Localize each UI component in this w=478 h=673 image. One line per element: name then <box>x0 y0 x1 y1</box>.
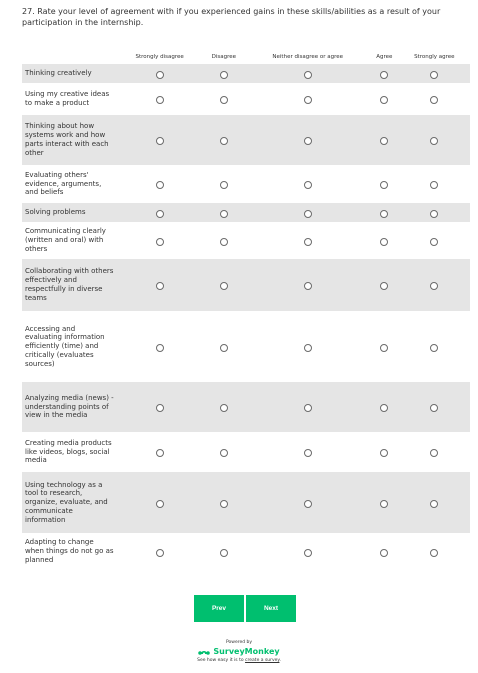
radio-cell <box>117 259 202 311</box>
radio-cell <box>399 83 470 115</box>
radio-button[interactable] <box>156 238 164 246</box>
radio-button[interactable] <box>156 404 164 412</box>
radio-cell <box>399 203 470 222</box>
row-label: Using technology as a tool to research, organize, evaluate, and communicate information <box>22 472 117 533</box>
radio-cell <box>117 203 202 222</box>
radio-cell <box>117 382 202 432</box>
radio-button[interactable] <box>304 449 312 457</box>
matrix-row <box>22 382 470 432</box>
matrix-row <box>22 311 470 382</box>
matrix-body <box>22 64 470 570</box>
radio-cell <box>245 64 370 83</box>
radio-cell <box>399 115 470 165</box>
radio-cell <box>245 203 370 222</box>
radio-button[interactable] <box>380 96 388 104</box>
radio-button[interactable] <box>304 282 312 290</box>
radio-button[interactable] <box>430 181 438 189</box>
surveymonkey-logo-icon <box>198 648 210 656</box>
matrix-row <box>22 432 470 472</box>
matrix-row <box>22 259 470 311</box>
radio-cell <box>245 533 370 570</box>
radio-cell <box>370 64 399 83</box>
radio-button[interactable] <box>380 404 388 412</box>
radio-button[interactable] <box>156 71 164 79</box>
matrix-corner <box>22 41 117 64</box>
radio-cell <box>245 472 370 533</box>
radio-button[interactable] <box>380 549 388 557</box>
radio-button[interactable] <box>430 449 438 457</box>
radio-cell <box>399 311 470 382</box>
question-title <box>22 6 470 28</box>
row-label: Communicating clearly (written and oral) with others <box>25 227 106 253</box>
question-text: Rate your level of agreement with if you experienced gains in these skills/abilities as a result of your participation in the internship. <box>22 7 441 27</box>
radio-cell <box>370 382 399 432</box>
radio-button[interactable] <box>380 137 388 145</box>
row-label: Thinking creatively <box>22 64 117 83</box>
radio-button[interactable] <box>156 96 164 104</box>
radio-button[interactable] <box>156 282 164 290</box>
radio-button[interactable] <box>156 500 164 508</box>
matrix-row <box>22 64 470 83</box>
matrix-header-row <box>22 41 470 64</box>
surveymonkey-logo[interactable] <box>0 647 478 656</box>
row-label: Evaluating others' evidence, arguments, and beliefs <box>25 170 102 197</box>
radio-cell <box>245 432 370 472</box>
radio-button[interactable] <box>156 449 164 457</box>
radio-cell <box>245 83 370 115</box>
column-header-agree: Agree <box>376 54 393 60</box>
radio-cell <box>202 311 245 382</box>
radio-cell <box>370 115 399 165</box>
radio-cell <box>245 222 370 259</box>
radio-button[interactable] <box>430 500 438 508</box>
radio-cell <box>202 382 245 432</box>
radio-cell <box>370 165 399 203</box>
radio-button[interactable] <box>430 71 438 79</box>
radio-button[interactable] <box>430 282 438 290</box>
column-header-strongly-agree: Strongly agree <box>414 54 455 60</box>
radio-cell <box>370 259 399 311</box>
powered-by-text: Powered by <box>225 640 253 645</box>
radio-button[interactable] <box>380 238 388 246</box>
row-label: Analyzing media (news) - understanding points of view in the media <box>22 382 117 432</box>
radio-button[interactable] <box>220 549 228 557</box>
row-label: Thinking about how systems work and how parts interact with each other <box>22 115 117 165</box>
radio-button[interactable] <box>380 500 388 508</box>
matrix-row <box>22 165 470 203</box>
radio-cell <box>370 222 399 259</box>
radio-cell <box>202 115 245 165</box>
radio-cell <box>117 222 202 259</box>
radio-button[interactable] <box>430 549 438 557</box>
radio-button[interactable] <box>220 404 228 412</box>
radio-button[interactable] <box>380 210 388 218</box>
radio-cell <box>245 115 370 165</box>
radio-button[interactable] <box>304 344 312 352</box>
next-button[interactable]: Next <box>246 595 296 622</box>
radio-cell <box>399 222 470 259</box>
radio-button[interactable] <box>380 181 388 189</box>
navigation <box>194 595 296 622</box>
radio-button[interactable] <box>220 282 228 290</box>
radio-cell <box>370 203 399 222</box>
radio-cell <box>245 382 370 432</box>
radio-button[interactable] <box>220 238 228 246</box>
column-header-neutral: Neither disagree or agree <box>272 54 344 60</box>
question-number: 27. <box>22 7 35 16</box>
radio-cell <box>202 533 245 570</box>
matrix-row <box>22 83 470 115</box>
rating-matrix <box>22 41 470 570</box>
radio-cell <box>399 64 470 83</box>
radio-button[interactable] <box>304 181 312 189</box>
radio-cell <box>117 115 202 165</box>
radio-cell <box>399 165 470 203</box>
footer <box>0 640 478 663</box>
radio-button[interactable] <box>220 96 228 104</box>
matrix-row <box>22 203 470 222</box>
radio-cell <box>202 222 245 259</box>
tagline-suffix: . <box>279 658 281 663</box>
radio-cell <box>202 165 245 203</box>
radio-cell <box>202 432 245 472</box>
radio-button[interactable] <box>156 210 164 218</box>
radio-button[interactable] <box>220 181 228 189</box>
radio-cell <box>399 533 470 570</box>
radio-cell <box>245 165 370 203</box>
radio-button[interactable] <box>380 71 388 79</box>
radio-button[interactable] <box>304 549 312 557</box>
tagline-prefix: See how easy it is to <box>197 658 244 663</box>
prev-button[interactable]: Prev <box>194 595 244 622</box>
radio-button[interactable] <box>304 137 312 145</box>
radio-cell <box>202 203 245 222</box>
radio-cell <box>399 432 470 472</box>
radio-button[interactable] <box>430 210 438 218</box>
radio-button[interactable] <box>430 96 438 104</box>
column-header-strongly-disagree: Strongly disagree <box>135 54 184 60</box>
radio-cell <box>117 311 202 382</box>
radio-button[interactable] <box>220 210 228 218</box>
radio-button[interactable] <box>220 344 228 352</box>
radio-button[interactable] <box>156 549 164 557</box>
radio-cell <box>117 83 202 115</box>
radio-cell <box>370 83 399 115</box>
row-label: Using my creative ideas to make a product <box>25 90 110 107</box>
radio-cell <box>399 259 470 311</box>
row-label: Collaborating with others effectively and respectfully in diverse teams <box>22 259 117 311</box>
radio-button[interactable] <box>156 181 164 189</box>
row-label: Solving problems <box>22 203 117 222</box>
radio-cell <box>370 472 399 533</box>
radio-button[interactable] <box>304 96 312 104</box>
radio-button[interactable] <box>220 71 228 79</box>
radio-button[interactable] <box>430 137 438 145</box>
radio-button[interactable] <box>304 500 312 508</box>
radio-button[interactable] <box>380 282 388 290</box>
matrix-row <box>22 533 470 570</box>
radio-button[interactable] <box>430 238 438 246</box>
radio-cell <box>117 64 202 83</box>
column-header-disagree: Disagree <box>211 54 237 60</box>
radio-cell <box>202 64 245 83</box>
radio-cell <box>399 472 470 533</box>
radio-button[interactable] <box>430 404 438 412</box>
radio-cell <box>399 382 470 432</box>
row-label: Adapting to change when things do not go as planned <box>25 538 114 564</box>
radio-button[interactable] <box>304 238 312 246</box>
radio-cell <box>117 533 202 570</box>
radio-button[interactable] <box>430 344 438 352</box>
matrix-row <box>22 222 470 259</box>
radio-button[interactable] <box>304 404 312 412</box>
radio-cell <box>370 311 399 382</box>
radio-button[interactable] <box>220 449 228 457</box>
radio-cell <box>202 83 245 115</box>
radio-button[interactable] <box>156 137 164 145</box>
radio-cell <box>202 259 245 311</box>
radio-button[interactable] <box>220 137 228 145</box>
radio-cell <box>370 432 399 472</box>
tagline <box>0 658 478 663</box>
row-label: Creating media products like videos, blogs, social media <box>25 438 112 465</box>
radio-cell <box>245 311 370 382</box>
radio-cell <box>370 533 399 570</box>
radio-cell <box>117 165 202 203</box>
radio-cell <box>117 432 202 472</box>
brand-name: SurveyMonkey <box>213 647 280 656</box>
radio-button[interactable] <box>304 210 312 218</box>
radio-button[interactable] <box>380 344 388 352</box>
radio-cell <box>117 472 202 533</box>
radio-cell <box>202 472 245 533</box>
radio-button[interactable] <box>220 500 228 508</box>
radio-button[interactable] <box>156 344 164 352</box>
radio-cell <box>245 259 370 311</box>
matrix-row <box>22 472 470 533</box>
create-survey-link[interactable]: create a survey <box>245 658 280 663</box>
radio-button[interactable] <box>380 449 388 457</box>
radio-button[interactable] <box>304 71 312 79</box>
matrix-row <box>22 115 470 165</box>
row-label: Accessing and evaluating information efficiently (time) and critically (evaluates sources) <box>25 324 105 368</box>
